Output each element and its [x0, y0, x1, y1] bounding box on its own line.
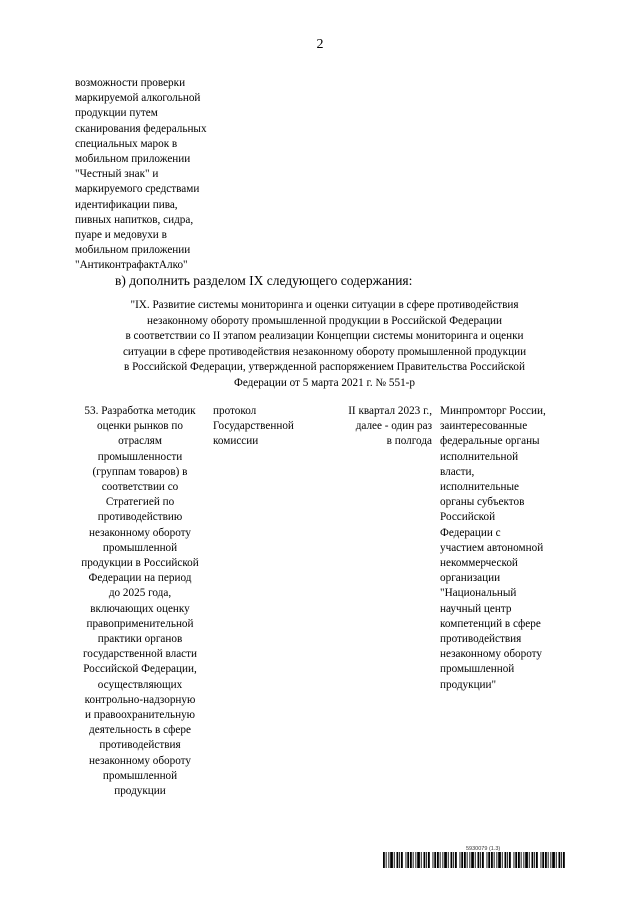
text-line: организации — [440, 572, 501, 585]
text-line: участием автономной — [440, 541, 544, 554]
text-line: продукции путем — [75, 107, 158, 120]
text-line: оценки рынков по — [97, 420, 183, 433]
text-line: Федерации от 5 марта 2021 г. № 551-р — [233, 376, 416, 389]
text-line: "АнтиконтрафактАлко" — [75, 259, 188, 272]
text-line: Федерации с — [440, 526, 501, 539]
text-line: возможности проверки — [75, 77, 186, 89]
text-line: в полгода — [386, 435, 432, 448]
text-line: сканирования федеральных — [75, 122, 207, 135]
barcode-number: 5930079 (1.3) — [466, 846, 501, 852]
text-line: ситуации в сфере противодействия незаконному обороту промышленной продукции — [122, 345, 527, 358]
text-line: отраслям — [118, 435, 162, 448]
text-line: Государственной — [213, 420, 294, 433]
text-line: маркируемого средствами — [75, 183, 200, 196]
text-line: промышленности — [97, 450, 183, 463]
text-line: федеральные органы — [440, 435, 540, 448]
text-line: незаконному обороту промышленной продукции в Российской Федерации — [146, 314, 503, 327]
text-line: специальных марок в — [75, 137, 178, 150]
text-line: научный центр — [440, 602, 512, 615]
text-line: "Честный знак" и — [75, 168, 159, 181]
text-line: государственной власти — [82, 648, 198, 661]
measure-cell — [75, 404, 205, 799]
text-line: правоприменительной — [86, 617, 194, 630]
text-line: протокол — [213, 405, 257, 417]
text-line: промышленной — [102, 769, 178, 782]
text-line: продукции — [114, 785, 166, 798]
text-line: исполнительной — [440, 450, 519, 463]
text-line: далее - один раз — [355, 420, 432, 433]
text-line: в соответствии со II этапом реализации Концепции системы мониторинга и оценки — [125, 330, 524, 343]
text-line: Стратегией по — [105, 496, 175, 509]
text-line: Российской Федерации, — [83, 663, 197, 676]
text-line: пуаре и медовухи в — [75, 229, 167, 242]
text-line: 53. Разработка методик — [84, 405, 196, 417]
result-cell — [213, 404, 323, 450]
text-line: незаконному обороту — [88, 754, 191, 767]
text-line: пивных напитков, сидра, — [75, 213, 194, 226]
subpoint-text: в) дополнить разделом IX следующего содержания: — [115, 273, 413, 288]
text-line: соответствии со — [101, 481, 179, 494]
deadline-cell — [334, 404, 432, 450]
page-number: 2 — [316, 37, 324, 52]
text-line: (группам товаров) в — [92, 465, 188, 478]
text-line: "Национальный — [440, 587, 517, 600]
text-line: идентификации пива, — [75, 198, 178, 211]
text-line: заинтересованные — [440, 420, 528, 433]
text-line: противодействия — [99, 739, 181, 752]
text-line: маркируемой алкогольной — [75, 92, 201, 105]
text-line: до 2025 года, — [108, 587, 172, 600]
text-line: незаконному обороту — [440, 648, 543, 661]
text-line: компетенций в сфере — [440, 617, 541, 630]
text-line: некоммерческой — [440, 557, 518, 570]
text-line: II квартал 2023 г., — [348, 405, 432, 417]
text-line: промышленной — [440, 663, 515, 676]
text-line: и правоохранительную — [84, 709, 196, 722]
text-line: мобильном приложении — [75, 153, 191, 166]
text-line: комиссии — [213, 435, 259, 448]
section-ix-heading — [82, 298, 567, 392]
text-line: продукции в Российской — [81, 557, 199, 570]
text-line: включающих оценку — [90, 602, 190, 615]
text-line: власти, — [440, 465, 475, 478]
text-line: органы субъектов — [440, 496, 525, 509]
text-line: противодействию — [97, 511, 183, 524]
barcode-icon — [383, 852, 569, 868]
intro-paragraph — [75, 76, 207, 274]
text-line: Федерации на период — [88, 572, 192, 585]
text-line: противодействия — [440, 633, 522, 646]
text-line: продукции" — [440, 678, 497, 691]
text-line: незаконному обороту — [88, 526, 191, 539]
text-line: практики органов — [97, 633, 183, 646]
text-line: "IX. Развитие системы мониторинга и оценки ситуации в сфере противодействия — [130, 299, 519, 311]
text-line: контрольно-надзорную — [84, 693, 196, 706]
text-line: в Российской Федерации, утвержденной распоряжением Правительства Российской — [124, 361, 525, 374]
text-line: осуществляющих — [97, 678, 183, 691]
text-line: исполнительные — [440, 481, 519, 494]
text-line: промышленной — [102, 541, 178, 554]
responsible-cell — [440, 404, 570, 693]
text-line: Российской — [440, 511, 496, 524]
text-line: деятельность в сфере — [89, 724, 191, 737]
text-line: Минпромторг России, — [440, 405, 546, 417]
text-line: мобильном приложении — [75, 244, 191, 257]
